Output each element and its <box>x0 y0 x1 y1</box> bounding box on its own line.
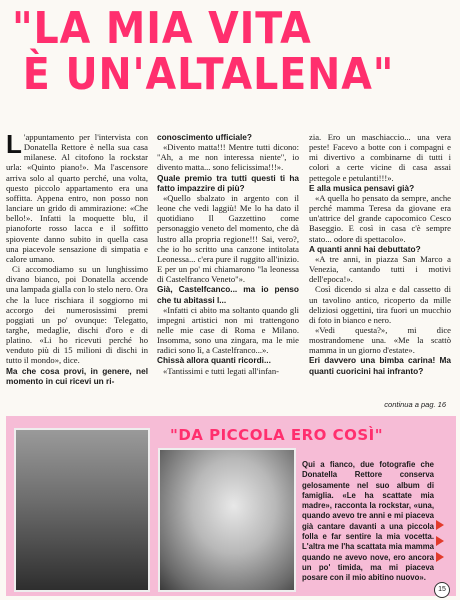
text-run: «A tre anni, in piazza San Marco a Venezia, cantando tutti i motivi dell'epoca!». <box>309 253 451 285</box>
paragraph-text <box>309 254 451 284</box>
article-column-3 <box>309 132 451 376</box>
arrow-right-icon <box>436 520 444 530</box>
text-run: «A quella ho pensato da sempre, anche perché mamma Teresa da giovane era un'attrice del grande capocomico Cesco Baseggio. E così in casa c'è sempre stato... odore di spettacolo». <box>309 192 451 244</box>
text-run: A quanti anni hai debuttato? <box>309 243 421 254</box>
paragraph-text <box>309 284 451 325</box>
arrow-icons <box>436 520 446 568</box>
question-text <box>157 132 299 142</box>
paragraph-text <box>309 325 451 355</box>
paragraph-text <box>6 129 148 264</box>
childhood-photo-standing <box>14 428 150 592</box>
headline <box>12 3 408 100</box>
arrow-right-icon <box>436 536 444 546</box>
paragraph-text <box>309 193 451 244</box>
paragraph-text <box>157 366 299 376</box>
article-column-1 <box>6 129 148 386</box>
headline-line-1: "LA MIA VITA <box>12 3 312 54</box>
question-text <box>309 355 451 375</box>
box-title: "DA PICCOLA ERO COSÌ" <box>170 426 384 444</box>
question-text <box>6 366 148 386</box>
question-text <box>157 173 299 193</box>
text-run: Chissà allora quanti ricordi... <box>157 355 271 366</box>
question-text <box>157 355 299 365</box>
text-run: «Infatti ci abito ma soltanto quando gli impegni artistici non mi trattengono nelle mie case di Roma e Milano. Insomma, sono una zingara, ma le mie radici sono lì, a Castelfranco...». <box>157 304 299 356</box>
paragraph-text <box>157 142 299 172</box>
text-run: Ma che cosa provi, in genere, nel momento in cui ricevi un ri- <box>6 365 148 386</box>
text-run: «Vedi questa?», mi dice mostrandomene una. «Me la scattò mamma in un giorno d'estate». <box>309 324 451 356</box>
text-run: 'appuntamento per l'intervista con Donatella Rettore è nella sua casa milanese. Al citofono la rockstar urla: «Quinto piano!». Ma l'ascensore arriva solo al quarto perché, una volta, questo piccolo appartamento era una soffitta. Appena entro, non posso non lanciare un grido di ammirazione: «Che bello!». Infatti la moquette blu, il pianoforte rosso lacca e il soffitto spiovente danno subito in quella casa una piacevole sensazione di simpatia e calore umano. <box>6 132 148 264</box>
headline-line-2: È UN'ALTALENA" <box>22 49 395 100</box>
continued-note: continua a pag. 16 <box>384 400 446 409</box>
text-run: zia. Ero un maschiaccio... una vera peste! Facevo a botte con i compagni e mi divertivo a combinarne di tutti i colori a certe vicine di casa assai pettegole e petulanti!!!». <box>309 132 451 183</box>
arrow-right-icon <box>436 552 444 562</box>
question-text <box>309 244 451 254</box>
text-run: Eri davvero una bimba carina! Ma quanti cuoricini hai infranto? <box>309 355 451 376</box>
article-column-2 <box>157 132 299 376</box>
text-run: E alla musica pensavi già? <box>309 182 415 193</box>
paragraph-text <box>157 193 299 284</box>
childhood-photo-portrait <box>158 448 296 592</box>
text-run: Quale premio tra tutti questi ti ha fatto impazzire di più? <box>157 172 299 193</box>
text-run: conoscimento ufficiale? <box>157 132 252 142</box>
text-run: «Quello sbalzato in argento con il leone che vedi laggiù! Me lo ha dato il quotidiano Il Gazzettino come personaggio veneto del momento, che dà lustro alla propria regione!!! Sai, vero?, che io ho scritto una canzone intitolata Leonessa... c'era pure il ruggito all'inizio. E per un po' mi chiamarono "la leonessa di Castelfranco Veneto"». <box>157 192 299 285</box>
text-run: «Divento matta!!! Mentre tutti dicono: "Ah, a me non interessa niente", io divento matta... sono felicissima!!!». <box>157 142 299 173</box>
photo-caption: Qui a fianco, due fotografie che Donatella Rettore conserva gelosamente nel suo album di famiglia. «Le ha scattate mia madre», racconta la rockstar, «una, quando avevo tre anni e mi piaceva già cantare davanti a una piccola folla e far sentire la mia vocetta. L'altra me l'ha scattata mia mamma quando ne avevo nove, ero ancora un po' timida, ma mi piaceva posare con il mio abitino nuovo». <box>302 460 434 583</box>
text-run: Ci accomodiamo su un lunghissimo divano bianco, poi Donatella accende una lampada gialla con lo stelo nero. Ora che la luce rischiara il soggiorno mi accorgo dei numerosissimi premi poggiati un po' ovunque: Telegatto, targhe, medaglie, dischi d'oro e di platino. «Li ho ricevuti perché ho venduto più di 15 milioni di dischi in tutto il mondo», dice. <box>6 264 148 366</box>
text-run: Già, Castelfcanco... ma io penso che tu abitassi l... <box>157 284 299 305</box>
page-number: 15 <box>434 582 450 598</box>
question-text <box>157 284 299 304</box>
text-run: «Tantissimi e tutti legati all'infan- <box>163 365 279 376</box>
question-text <box>309 183 451 193</box>
paragraph-text <box>157 305 299 356</box>
paragraph-text <box>6 264 148 366</box>
text-run: Così dicendo si alza e dal cassetto di un tavolino antico, ricoperto da mille deliziosi oggettini, tira fuori un mucchio di foto in bianco e nero. <box>309 284 451 325</box>
paragraph-text <box>309 132 451 183</box>
drop-cap: L <box>6 129 22 159</box>
